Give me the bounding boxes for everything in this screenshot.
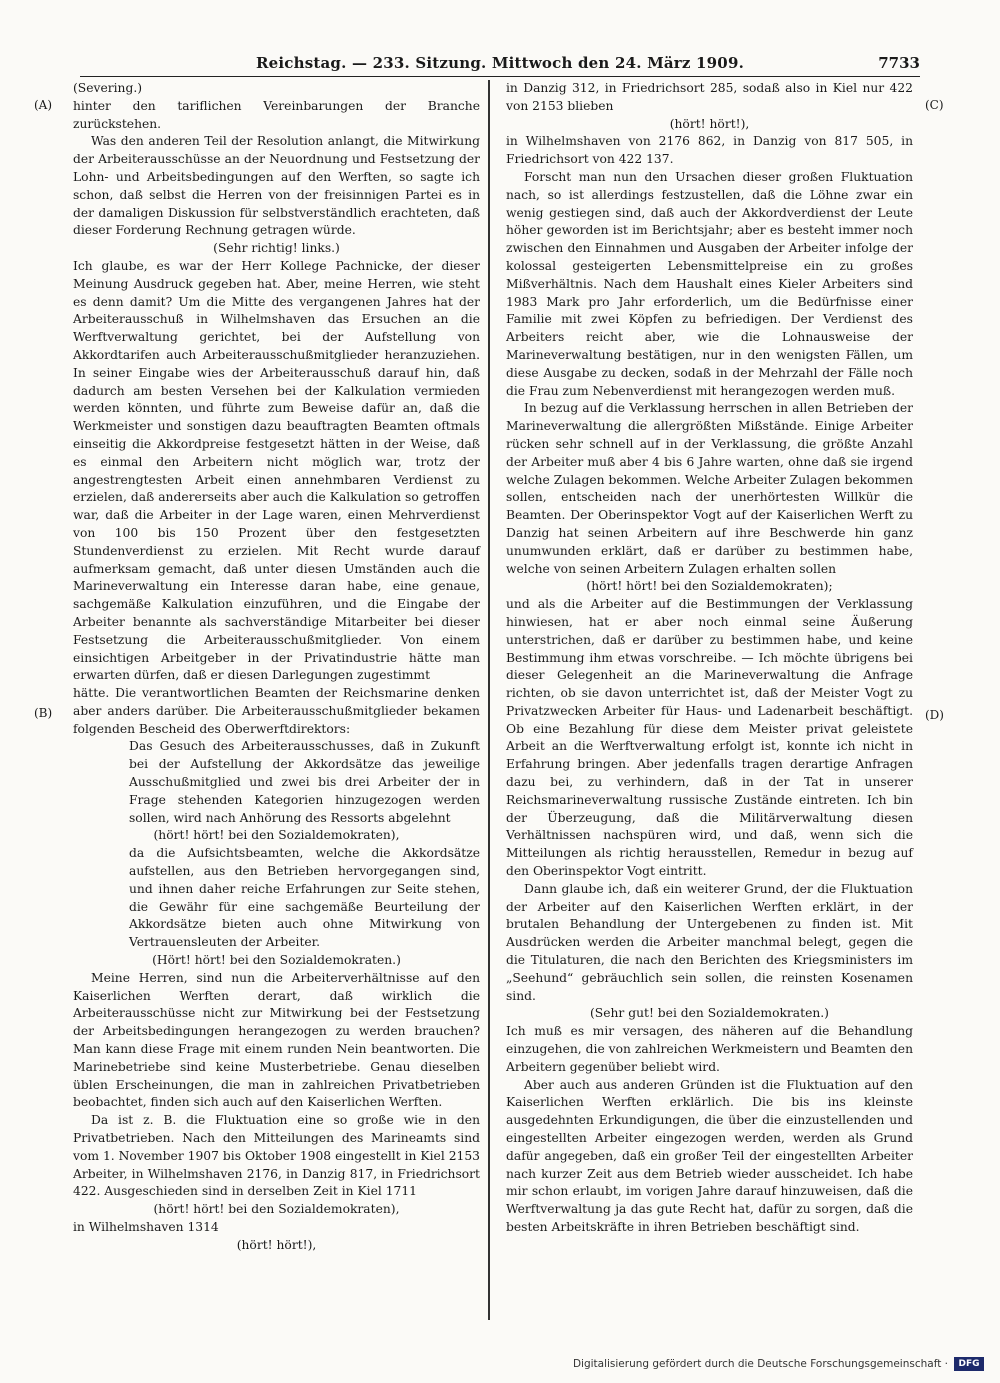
margin-marker-c: (C) — [925, 98, 944, 112]
paragraph: hätte. Die verantwortlichen Beamten der Reichsmarine denken aber anders darüber. Die Arbeiterausschußmitglieder bekamen folgenden Bescheid des Oberwerftdirektors: — [73, 686, 480, 736]
paragraph: Meine Herren, sind nun die Arbeiterverhältnisse auf den Kaiserlichen Werften derart, daß wirklich die Arbeiterausschüsse nicht zur Mitwirkung bei der Festsetzung der Arbeitsbedingungen herangezogen zu werden brauchen? Man kann diese Frage mit einem runden Nein beantworten. Die Marinebetriebe sind keine Musterbetriebe. Genau dieselben üblen Erscheinungen, die man in zahlreichen Privatbetrieben beobachtet, finden sich auch auf den Kaiserlichen Werften. — [73, 970, 480, 1110]
digitization-credit — [573, 1357, 984, 1371]
paragraph: Ich glaube, es war der Herr Kollege Pachnicke, der dieser Meinung Ausdruck gegeben hat. Aber, meine Herren, wie steht es denn damit? Um die Mitte des vergangenen Jahres hat der Arbeiterausschuß in Wilhelmshaven das Ersuchen an die Werftverwaltung gerichtet, bei der Aufstellung von Akkordtarifen auch Arbeiterausschußmitglieder heranzuziehen. In seiner Eingabe wies der Arbeiterausschuß darauf hin, daß dadurch am besten Versehen bei der Kalkulation vermieden werden könnten, und führte zum Beweise dafür an, daß die Werkmeister und sonstigen dazu beauftragten Beamten oftmals einseitig die Akkordpreise festgesetzt hätten in der Weise, daß es einmal den Arbeitern nicht möglich war, trotz der angestrengtesten Arbeit einen annehmbaren Verdienst zu erzielen, daß andererseits aber auch die Kalkulation so getroffen war, daß die Arbeiter in der Lage waren, einen Mehrverdienst von 100 bis 150 Prozent über den festgesetzten Stundenverdienst zu erzielen. Mit Recht wurde darauf aufmerksam gemacht, daß unter diesen Umständen auch die Marineverwaltung ein Interesse daran habe, eine genaue, sachgemäße Kalkulation einzuführen, und die Eingabe der Arbeiter benannte als sachverständige Mitarbeiter bei dieser Festsetzung die Arbeiterausschußmitglieder. Von einem einsichtigen Arbeitgeber in der Privatindustrie hätte man erwarten dürfen, daß er diesen Darlegungen zugestimmt — [73, 258, 480, 683]
paragraph: In bezug auf die Verklassung herrschen in allen Betrieben der Marineverwaltung die allergrößten Mißstände. Einige Arbeiter rücken sehr schnell auf in der Verklassung, die größte Anzahl der Arbeiter muß aber 4 bis 6 Jahre warten, ohne daß sie irgend welche Zulagen bekommen. Welche Arbeiter Zulagen bekommen sollen, entscheiden nach der unerhörtesten Willkür die Beamten. Der Oberinspektor Vogt auf der Kaiserlichen Werft zu Danzig hat seinen Arbeitern auf ihre Beschwerde hin ganz unumwunden erklärt, daß er darüber zu bestimmen habe, welche von seinen Arbeitern Zulagen erhalten sollen — [506, 401, 913, 576]
header-title: Reichstag. — 233. Sitzung. Mittwoch den 24. März 1909. — [255, 54, 745, 72]
paragraph: Dann glaube ich, daß ein weiterer Grund, der die Fluktuation der Arbeiter auf den Kaiserlichen Werften erklärt, in der brutalen Behandlung der Untergebenen zu finden ist. Mit Ausdrücken werden die Arbeiter manchmal belegt, gegen die die Titulaturen, die nach den Berichten des Kriegsministers im „Seehund“ gebräuchlich sein sollen, die reinsten Kosenamen sind. — [506, 881, 913, 1003]
interjection: (Sehr gut! bei den Sozialdemokraten.) — [590, 1006, 829, 1021]
paragraph: Da ist z. B. die Fluktuation eine so große wie in den Privatbetrieben. Nach den Mitteilungen des Marineamts sind vom 1. November 1907 bis Oktober 1908 eingestellt in Kiel 2153 Arbeiter, in Wilhelmshaven 2176, in Danzig 817, in Friedrichsort 422. Ausgeschieden sind in derselben Zeit in Kiel 1711 — [73, 1113, 480, 1199]
margin-marker-b: (B) — [34, 706, 53, 720]
paragraph: in Wilhelmshaven 1314 — [73, 1220, 219, 1234]
interjection: (Sehr richtig! links.) — [213, 241, 340, 256]
right-column — [506, 80, 913, 1237]
interjection: (hört! hört! bei den Sozialdemokraten), — [153, 828, 400, 843]
interjection: (hört! hört! bei den Sozialdemokraten); — [586, 579, 833, 594]
paragraph: in Danzig 312, in Friedrichsort 285, sodaß also in Kiel nur 422 von 2153 blieben — [506, 81, 913, 113]
margin-marker-a: (A) — [34, 98, 53, 112]
quotation: Das Gesuch des Arbeiterausschusses, daß in Zukunft bei der Aufstellung der Akkordsätze das jeweilige Ausschußmitglied und zwei bis drei Arbeiter der in Frage stehenden Kategorien hinzugezogen werden sollen, wird nach Anhörung des Ressorts abgelehnt — [129, 739, 480, 825]
interjection: (hört! hört!), — [669, 116, 750, 131]
column-divider — [488, 80, 490, 1320]
interjection: (Hört! hört! bei den Sozialdemokraten.) — [152, 953, 401, 968]
dfg-logo: DFG — [954, 1357, 984, 1371]
paragraph: in Wilhelmshaven von 2176 862, in Danzig von 817 505, in Friedrichsort von 422 137. — [506, 134, 913, 167]
margin-marker-d: (D) — [925, 708, 944, 722]
paragraph: Was den anderen Teil der Resolution anlangt, die Mitwirkung der Arbeiterausschüsse an der Neuordnung und Festsetzung der Lohn- und Arbeitsbedingungen auf den Werften, so sagte ich schon, daß selbst die Herren von der freisinnigen Partei es in der damaligen Diskussion für selbstverständlich erachteten, daß dieser Forderung Rechnung getragen würde. — [73, 134, 480, 238]
speaker-name: (Severing.) — [73, 81, 143, 95]
page-header — [80, 52, 920, 77]
paragraph: Ich muß es mir versagen, des näheren auf die Behandlung einzugehen, die von zahlreichen Werkmeistern und Beamten den Arbeitern gegenüber beliebt wird. — [506, 1024, 913, 1074]
left-column — [73, 80, 480, 1255]
interjection: (hört! hört!), — [236, 1237, 317, 1252]
interjection: (hört! hört! bei den Sozialdemokraten), — [153, 1202, 400, 1217]
quotation: da die Aufsichtsbeamten, welche die Akkordsätze aufstellen, aus den Betrieben hervorgegangen sind, und ihnen daher reiche Erfahrungen zur Seite stehen, die Gewähr für eine sachgemäße Beurteilung der Akkordsätze bieten auch ohne Mitwirkung von Vertrauensleuten der Arbeiter. — [129, 846, 480, 950]
footer-text: Digitalisierung gefördert durch die Deutsche Forschungsgemeinschaft · — [572, 1358, 948, 1370]
paragraph: hinter den tariflichen Vereinbarungen der Branche zurückstehen. — [73, 98, 480, 131]
page-number: 7733 — [878, 54, 920, 72]
paragraph: und als die Arbeiter auf die Bestimmungen der Verklassung hinwiesen, hat er aber noch einmal seine Äußerung unterstrichen, daß er darüber zu bestimmen habe, und keine Bestimmung ihm etwas vorschreibe. — Ich möchte übrigens bei dieser Gelegenheit an die Marineverwaltung die Anfrage richten, ob sie davon unterrichtet ist, daß der Meister Vogt zu Privatzwecken Arbeiter für Haus- und Ladenarbeit beschäftigt. Ob eine Bezahlung für diese dem Meister privat geleistete Arbeit an die Werftverwaltung erfolgt ist, konnte ich nicht in Erfahrung bringen. Aber jedenfalls tragen derartige Anfragen dazu bei, zu verhindern, daß in der Tat in unserer Reichsmarineverwaltung russische Zustände eintreten. Ich bin der Überzeugung, daß die Militärverwaltung diesen Verhältnissen nachspüren wird, und daß, wenn sich die Mitteilungen als richtig herausstellen, Remedur in bezug auf den Oberinspektor Vogt eintritt. — [506, 597, 913, 879]
paragraph: Aber auch aus anderen Gründen ist die Fluktuation auf den Kaiserlichen Werften erklärlich. Die bis ins kleinste ausgedehnten Erkundigungen, die über die einzustellenden und eingestellten Arbeiter eingezogen werden, werden als Grund dafür angegeben, daß ein großer Teil der eingestellten Arbeiter nach kurzer Zeit aus dem Betrieb wieder ausscheidet. Ich habe mir schon erlaubt, im vorigen Jahre darauf hinzuweisen, daß die Werftverwaltung ja das gute Recht hat, dafür zu sorgen, daß die besten Arbeitskräfte in ihren Betrieben beschäftigt sind. — [506, 1077, 913, 1234]
paragraph: Forscht man nun den Ursachen dieser großen Fluktuation nach, so ist allerdings festzustellen, daß die Löhne zwar ein wenig gestiegen sind, daß auch der Akkordverdienst der Leute höher geworden ist im Berichtsjahr; aber es besteht immer noch zwischen den Einnahmen und Ausgaben der Arbeiter infolge der kolossal gesteigerten Lebensmittelpreise ein zu großes Mißverhältnis. Nach dem Haushalt eines Kieler Arbeiters sind 1983 Mark pro Jahr erforderlich, um die Bedürfnisse einer Familie mit zwei Köpfen zu befriedigen. Der Verdienst des Arbeiters reicht aber, wie die Lohnausweise der Marineverwaltung bestätigen, nur in den wenigsten Fällen, um diese Ausgabe zu decken, sodaß in der Mehrzahl der Fälle noch die Frau zum Nebenverdienst mit herangezogen werden muß. — [506, 169, 913, 398]
